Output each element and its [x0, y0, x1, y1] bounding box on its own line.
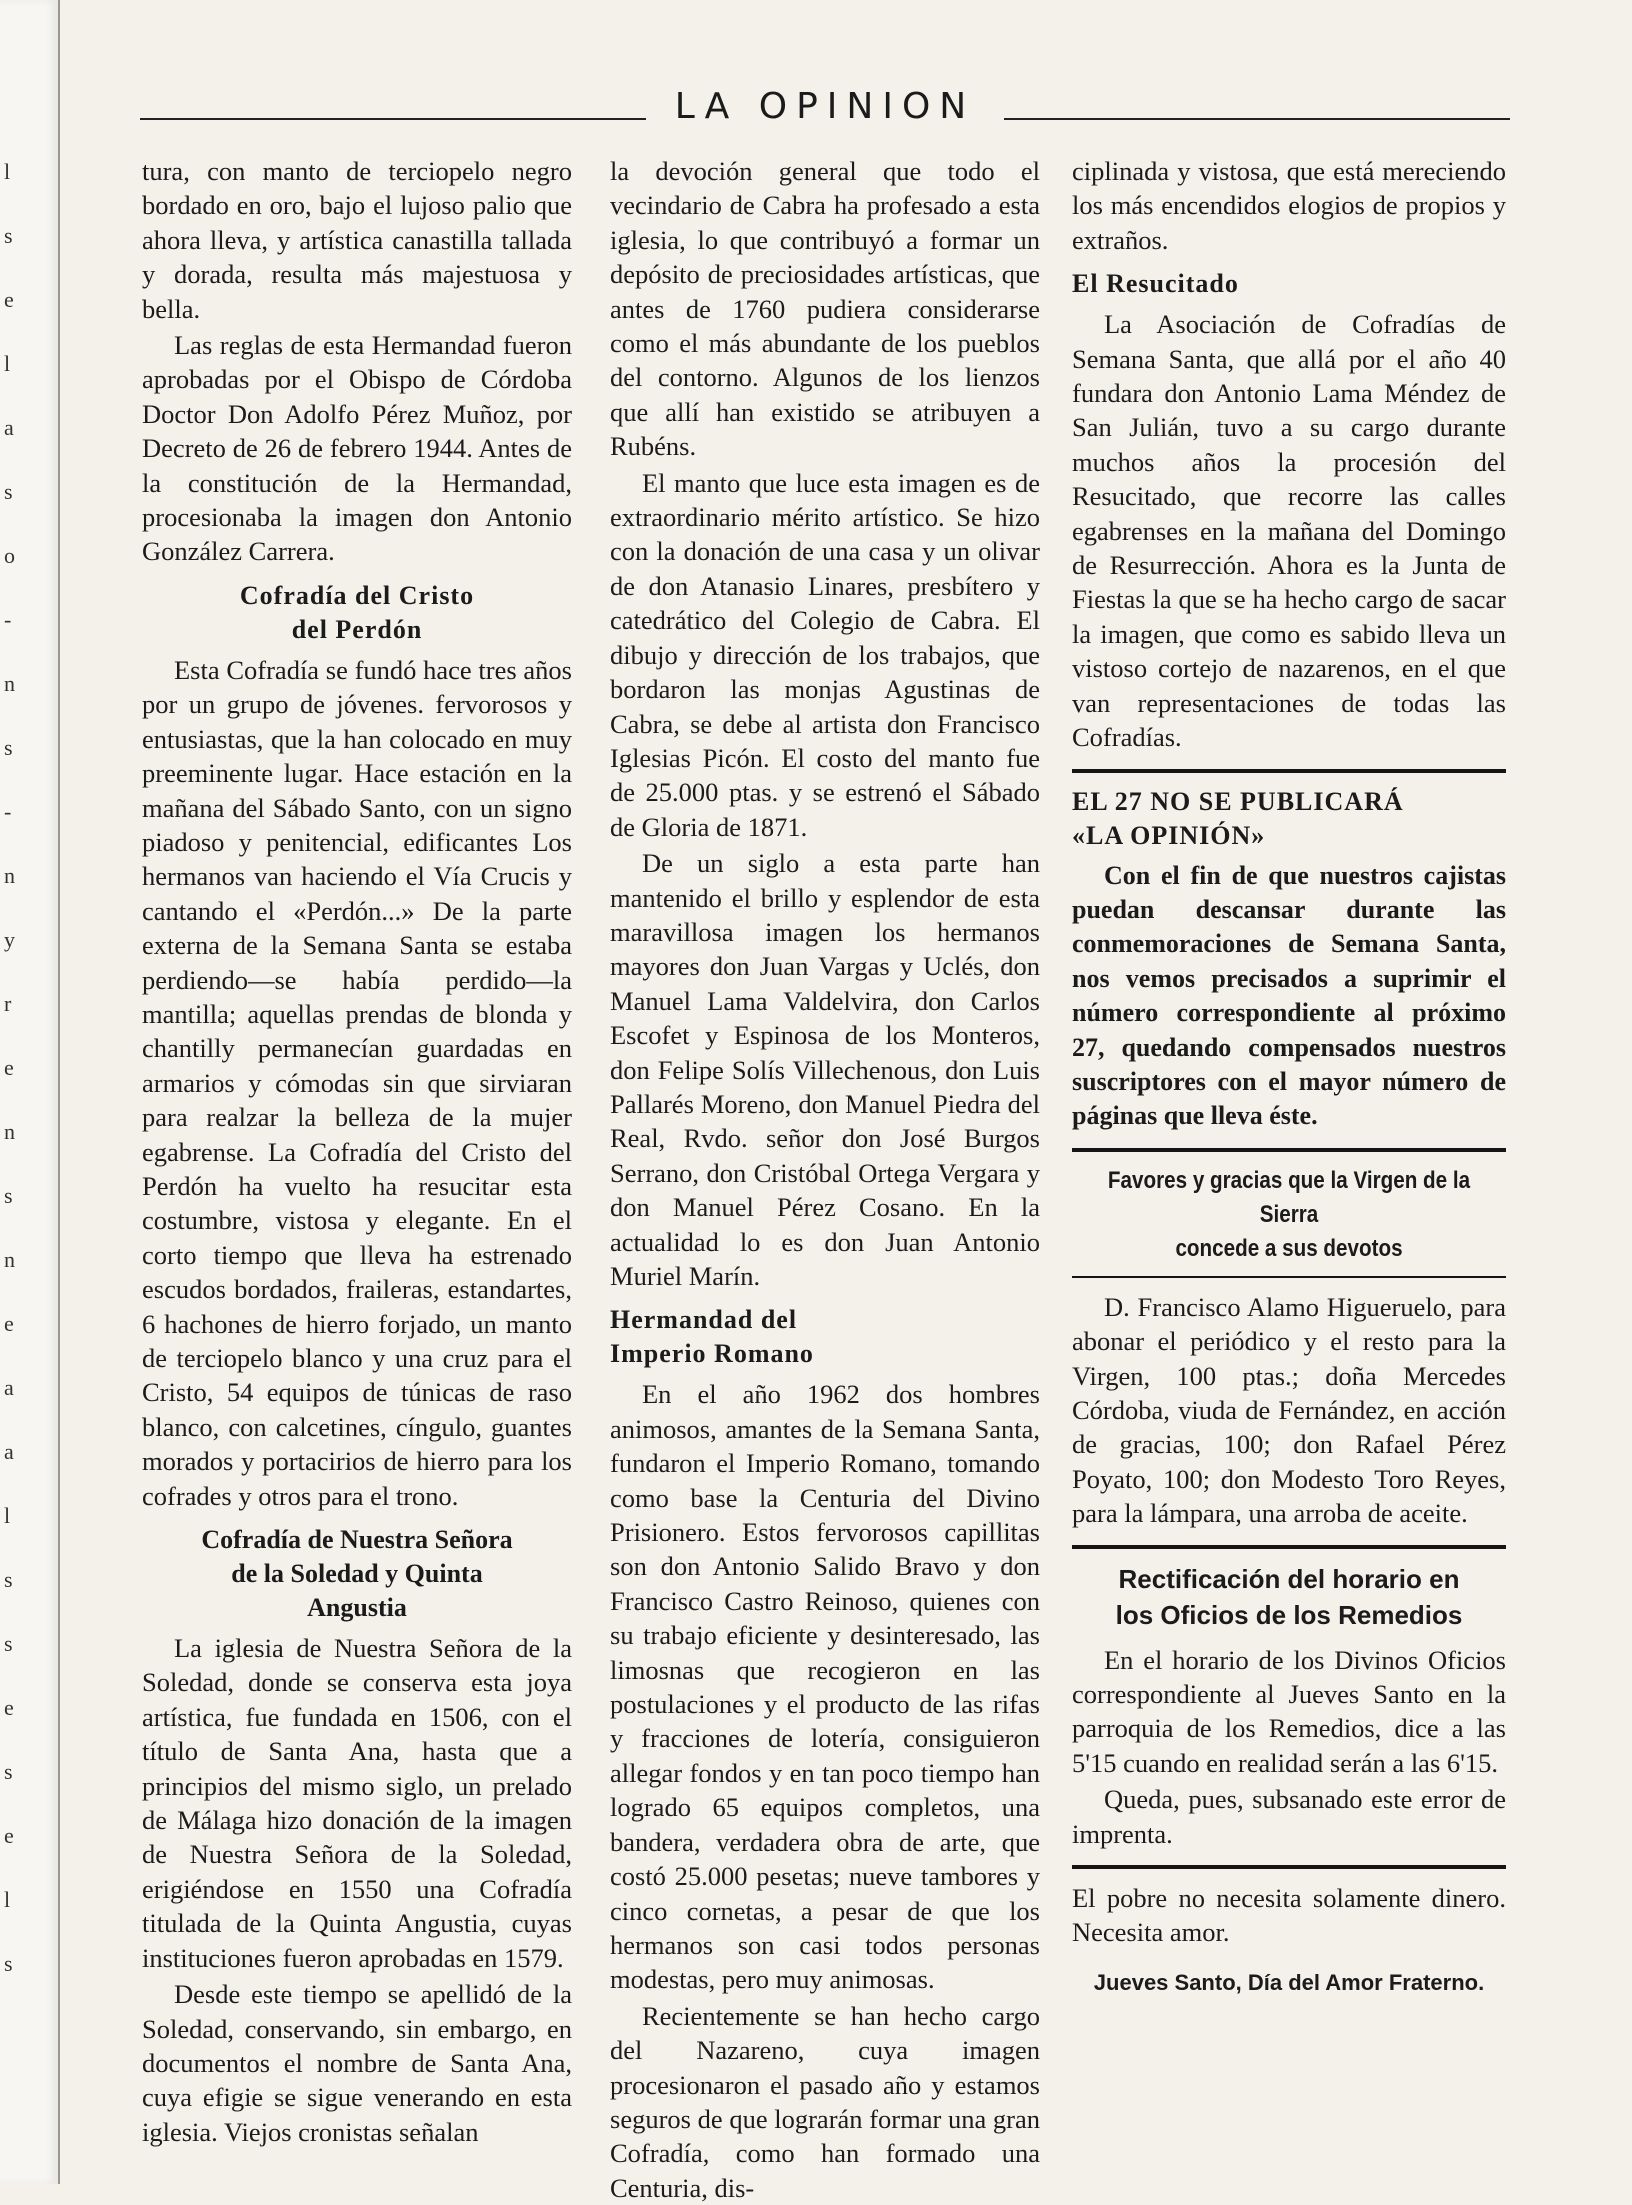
article-paragraph: En el año 1962 dos hombres animosos, amantes de la Semana Santa, fundaron el Imperio Romano, tomando como base la Centuria del Divino Prisionero. Estos fervorosos capillitas son don Antonio Salido Bravo y don Francisco Castro Reinoso, quienes con su trabajo eficiente y desinteresado, las limosnas que recogieron en las postulaciones y el producto de las rifas y fracciones de lotería, consiguieron allegar fondos y en tan poco tiempo han logrado 65 equipos completos, una bandera, verdadera obra de arte, que costó 25.000 pesetas; nueve tambores y cinco cornetas, a pesar de que los hermanos son casi todos personas modestas, pero muy animosas.: [610, 1379, 1040, 1995]
favores-heading: [1102, 1164, 1475, 1266]
favores-body: D. Francisco Alamo Higueruelo, para abonar el periódico y el resto para la Virgen, 100 ptas.; doña Mercedes Córdoba, viuda de Fernández, en acción de gracias, 100; don Rafael Pérez Poyato, 100; don Modesto Toro Reyes, para la lámpara, una arroba de aceite.: [1072, 1291, 1506, 1529]
edge-letter: e: [4, 287, 14, 312]
heading-line: Angustia: [307, 1593, 407, 1623]
edge-letter: a: [4, 1375, 14, 1400]
column-1: [142, 154, 572, 2149]
article-paragraph: Esta Cofradía se fundó hace tres años por un grupo de jóvenes. fervorosos y entusiastas, que la han colocado en muy preeminente lugar. Hace estación en la mañana del Sábado Santo, con un signo piadoso y penitencial, edificantes Los hermanos van haciendo el Vía Crucis y cantando el «Perdón...» De la parte externa de la Semana Santa se estaba perdiendo—se había perdido—la mantilla; aquellas prendas de blonda y chantilly permanecían guardadas en armarios y cómodas sin que sirviaran para realzar la belleza de la mujer egabrense. La Cofradía del Cristo del Perdón ha vuelto ha resucitar esta costumbre, vistosa y elegante. En el corto tiempo que lleva ha estrenado escudos bordados, fraileras, estandartes, 6 hachones de hierro forjado, un manto de terciopelo blanco y una cruz para el Cristo, 54 equipos de túnicas de raso blanco, con calcetines, cíngulo, guantes morados y portacirios de hierro para los cofrades y otros para el trono.: [142, 654, 572, 1511]
heading-line: Cofradía del Cristo: [239, 580, 475, 610]
article-paragraph: Queda, pues, subsanado este error de imprenta.: [1072, 1784, 1506, 1849]
edge-letter: r: [4, 991, 12, 1016]
edge-letter: s: [4, 1183, 13, 1208]
section-heading-cristo-perdon: [142, 579, 572, 647]
article-paragraph: Desde este tiempo se apellidó de la Soledad, conservando, sin embargo, en documentos el nombre de Santa Ana, cuya efigie se sigue venerando en esta iglesia. Viejos cronistas señalan: [142, 1979, 572, 2147]
edge-letter: -: [4, 607, 12, 632]
section-heading-imperio-romano: [610, 1303, 1040, 1371]
article-paragraph: El manto que luce esta imagen es de extraordinario mérito artístico. Se hizo con la donación de una casa y un olivar de don Atanasio Linares, presbítero y catedrático del Colegio de Cabra. El dibujo y dirección de los trabajos, que bordaron las monjas Agustinas de Cabra, se debe al artista don Francisco Iglesias Picón. El costo del manto fue de 25.000 ptas. y se estrenó el Sábado de Gloria de 1871.: [610, 467, 1040, 842]
heading-line: Cofradía de Nuestra Señora: [201, 1525, 513, 1555]
edge-letter: s: [4, 479, 13, 504]
article-paragraph: Recientemente se han hecho cargo del Nazareno, cuya imagen procesionaron el pasado año y estamos seguros de que lograrán formar una gran Cofradía, como han formado una Centuria, dis-: [610, 2000, 1040, 2203]
edge-letter: n: [4, 863, 15, 888]
masthead: [140, 82, 1510, 132]
motto-line: Jueves Santo, Día del Amor Fraterno.: [1093, 1969, 1485, 1995]
adjacent-page-edge-text: [0, 0, 22, 2184]
article-paragraph: tura, con manto de terciopelo negro bordado en oro, bajo el lujoso palio que ahora lleva, y artística canastilla tallada y dorada, resulta más majestuosa y bella.: [142, 156, 572, 324]
heading-line: concede a sus devotos: [1175, 1234, 1403, 1262]
article-paragraph: La Asociación de Cofradías de Semana Santa, que allá por el año 40 fundara don Antonio Lama Méndez de San Julián, tuvo a su cargo durante muchos años la procesión del Resucitado, que recorre las calles egabrenses en la mañana del Domingo de Resurrección. Ahora es la Junta de Fiestas la que se ha hecho cargo de sacar la imagen, que como es sabido lleva un vistoso cortejo de nazarenos, en el que van representaciones de todas las Cofradías.: [1072, 309, 1506, 753]
article-paragraph: De un siglo a esta parte han mantenido el brillo y esplendor de esta maravillosa imagen los hermanos mayores don Juan Vargas y Uclés, don Manuel Lama Valdelvira, don Carlos Escofet y Espinosa de los Monteros, don Felipe Solís Villechenous, don Luis Pallarés Moreno, don Manuel Piedra del Real, Rvdo. señor don José Burgos Serrano, don Cristóbal Ortega Vergara y don Manuel Pérez Cosano. En la actualidad lo es don Juan Antonio Muriel Marín.: [610, 848, 1040, 1291]
edge-letter: l: [4, 1503, 11, 1528]
article-paragraph: Las reglas de esta Hermandad fueron aprobadas por el Obispo de Córdoba Doctor Don Adolfo Pérez Muñoz, por Decreto de 26 de febrero 1944. Antes de la constitución de la Hermandad, procesionaba la imagen don Antonio González Carrera.: [142, 330, 572, 567]
edge-letter: n: [4, 671, 15, 696]
newspaper-title: LA OPINION: [674, 86, 976, 127]
edge-letter: a: [4, 1439, 14, 1464]
edge-letter: s: [4, 1951, 13, 1976]
article-paragraph: ciplinada y vistosa, que está mereciendo los más encendidos elogios de propios y extraños.: [1072, 156, 1506, 255]
edge-letter: s: [4, 1631, 13, 1656]
heading-line: Rectificación del horario en: [1118, 1563, 1460, 1594]
edge-letter: y: [4, 927, 15, 952]
divider: [1072, 1276, 1506, 1278]
heading-line: de la Soledad y Quinta: [231, 1559, 483, 1589]
edge-letter: s: [4, 1567, 13, 1592]
column-3: [1072, 154, 1506, 1998]
edge-letter: l: [4, 1887, 11, 1912]
pobre-line: El pobre no necesita solamente dinero. Necesita amor.: [1072, 1883, 1506, 1948]
heading-line: Favores y gracias que la Virgen de la Sierra: [1107, 1166, 1471, 1228]
edge-letter: n: [4, 1247, 15, 1272]
edge-letter: l: [4, 159, 11, 184]
divider: [1072, 1865, 1506, 1869]
edge-letter: s: [4, 735, 13, 760]
heading-line: «LA OPINIÓN»: [1072, 820, 1266, 850]
heading-line: los Oficios de los Remedios: [1115, 1599, 1463, 1630]
rectificacion-heading: [1072, 1561, 1506, 1633]
heading-line: Hermandad del: [610, 1305, 798, 1335]
heading-line: Imperio Romano: [610, 1339, 814, 1369]
edge-letter: l: [4, 351, 11, 376]
divider: [1072, 1545, 1506, 1549]
edge-letter: o: [4, 543, 15, 568]
heading-line: EL 27 NO SE PUBLICARÁ: [1072, 786, 1404, 816]
masthead-rule-right: [1004, 118, 1510, 120]
edge-letter: e: [4, 1055, 14, 1080]
masthead-rule-left: [140, 118, 646, 120]
divider: [1072, 769, 1506, 773]
edge-letter: s: [4, 1759, 13, 1784]
article-paragraph: En el horario de los Divinos Oficios correspondiente al Jueves Santo en la parroquia de los Remedios, dice a las 5'15 cuando en realidad serán a las 6'15.: [1072, 1644, 1506, 1778]
notice-heading: [1072, 785, 1506, 853]
edge-letter: e: [4, 1823, 14, 1848]
section-heading-resucitado: El Resucitado: [1072, 269, 1239, 299]
column-2: [610, 154, 1040, 2205]
edge-letter: n: [4, 1119, 15, 1144]
edge-letter: -: [4, 799, 12, 824]
edge-letter: s: [4, 223, 13, 248]
article-paragraph: La iglesia de Nuestra Señora de la Soledad, donde se conserva esta joya artística, fue fundada en 1506, con el título de Santa Ana, hasta que a principios del mismo siglo, un prelado de Málaga hizo donación de la imagen de Nuestra Señora de la Soledad, erigiéndose en 1550 una Cofradía titulada de la Quinta Angustia, cuyas instituciones fueron aprobadas en 1579.: [142, 1633, 572, 1973]
notice-body: Con el fin de que nuestros cajistas puedan descansar durante las conmemoraciones de Semana Santa, nos vemos precisados a suprimir el número correspondiente al próximo 27, quedando compensados nuestros suscriptores con el mayor número de páginas que lleva éste.: [1072, 860, 1506, 1131]
divider: [1072, 1148, 1506, 1152]
heading-line: del Perdón: [291, 614, 423, 644]
article-paragraph: la devoción general que todo el vecindario de Cabra ha profesado a esta iglesia, lo que contribuyó a formar un depósito de preciosidades artísticas, que antes de 1760 pudiera considerarse como el más abundante de los pueblos del contorno. Algunos de los lienzos que allí han existido se atribuyen a Rubéns.: [610, 156, 1040, 462]
edge-letter: e: [4, 1695, 14, 1720]
edge-letter: a: [4, 415, 14, 440]
edge-letter: e: [4, 1311, 14, 1336]
section-heading-soledad: [142, 1523, 572, 1625]
